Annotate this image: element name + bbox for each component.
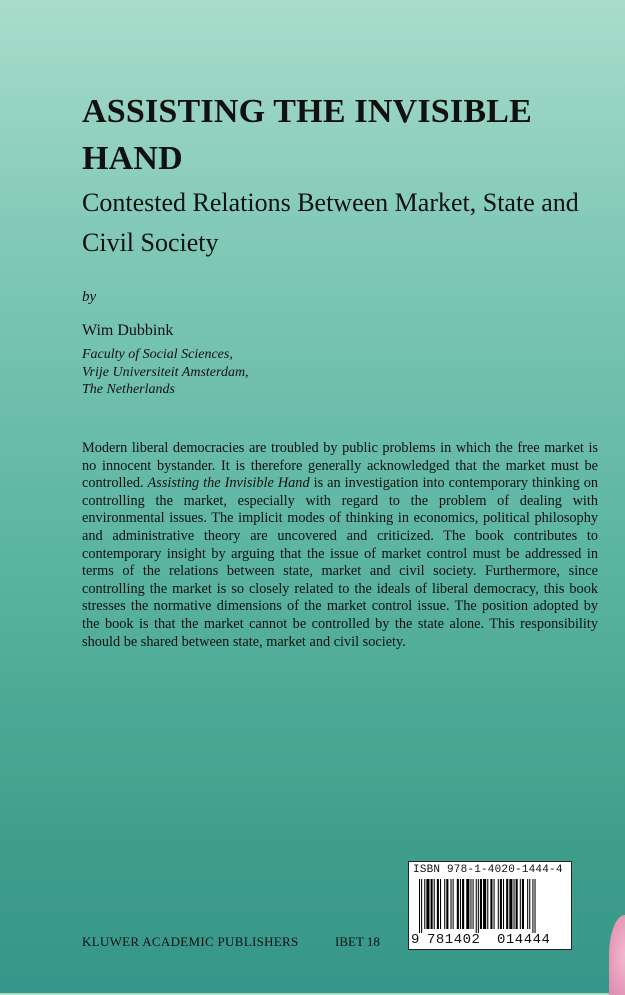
author-affiliation bbox=[82, 346, 249, 399]
barcode-bar bbox=[490, 879, 492, 929]
by-label: by bbox=[82, 289, 97, 305]
isbn-barcode bbox=[408, 861, 572, 950]
barcode-bar bbox=[498, 879, 499, 929]
affiliation-line: Vrije Universiteit Amsterdam, bbox=[82, 364, 249, 380]
barcode-bar bbox=[434, 879, 435, 929]
barcode-bar bbox=[457, 879, 459, 929]
description-text: Modern liberal democracies are troubled by public problems in which the free market is no innocent bystander. It is therefore generally acknowledged that the market must be controlled. bbox=[82, 440, 598, 492]
barcode-bar bbox=[424, 879, 425, 929]
barcode-bar bbox=[476, 879, 477, 933]
publisher-name: KLUWER ACADEMIC PUBLISHERS bbox=[82, 934, 299, 949]
description-book-title: Assisting the Invisible Hand bbox=[147, 475, 310, 492]
affiliation-line: Faculty of Social Sciences, bbox=[82, 347, 233, 362]
barcode-bar bbox=[494, 879, 495, 929]
barcode-bar bbox=[480, 879, 482, 929]
barcode-bar bbox=[440, 879, 441, 929]
book-subtitle: Contested Relations Between Market, State and Civil Society bbox=[82, 188, 579, 257]
barcode-bar bbox=[487, 879, 488, 929]
barcode-bar bbox=[431, 879, 433, 929]
book-title: ASSISTING THE INVISIBLE HAND bbox=[82, 93, 532, 177]
barcode-bar bbox=[426, 879, 429, 929]
barcode-bar bbox=[503, 879, 504, 929]
barcode-bar bbox=[444, 879, 445, 929]
barcode-bar bbox=[478, 879, 479, 933]
barcode-bar bbox=[460, 879, 461, 929]
barcode-bar bbox=[451, 879, 452, 929]
barcode-bars bbox=[413, 879, 567, 933]
barcode-bar bbox=[522, 879, 524, 929]
barcode-bar bbox=[473, 879, 474, 929]
barcode-bar bbox=[419, 879, 420, 933]
description-text: is an investigation into contemporary thinking on controlling the market, especially with regard to the problem of dealing with environmental issues. The implicit modes of thinking in economics, political philosophy and administrative theory are uncovered and criticized. The book contributes to contemporary insight by arguing that the issue of market control must be addressed in terms of the relations between state, market and civil society. Furthermore, since controlling the market is so closely related to the ideals of liberal democracy, this book stresses the normative dimensions of the market control issue. The position adopted by the book is that the market cannot be controlled by the state alone. This responsibility should be shared between state, market and civil society. bbox=[82, 475, 599, 650]
author-name: Wim Dubbink bbox=[82, 322, 174, 339]
isbn-label: ISBN 978-1-4020-1444-4 bbox=[413, 864, 563, 876]
barcode-bar bbox=[453, 879, 454, 929]
barcode-bar bbox=[509, 879, 512, 929]
barcode-bar bbox=[532, 879, 533, 933]
barcode-bar bbox=[483, 879, 486, 929]
barcode-bar bbox=[421, 879, 422, 933]
affiliation-line: The Netherlands bbox=[82, 382, 175, 397]
barcode-bar bbox=[527, 879, 528, 929]
barcode-bar bbox=[437, 879, 439, 929]
barcode-bar bbox=[500, 879, 502, 929]
book-description bbox=[82, 440, 598, 651]
barcode-bar bbox=[529, 879, 530, 929]
series-number: IBET 18 bbox=[335, 934, 380, 949]
cover-corner-accent bbox=[609, 915, 625, 995]
ean-lead-digit: 9 bbox=[411, 932, 420, 948]
barcode-bar bbox=[520, 879, 521, 929]
barcode-bar bbox=[514, 879, 515, 929]
barcode-bar bbox=[466, 879, 469, 929]
barcode-bar bbox=[535, 879, 536, 933]
barcode-bar bbox=[462, 879, 464, 929]
ean-group-1: 781402 bbox=[427, 932, 481, 948]
barcode-bar bbox=[446, 879, 448, 929]
barcode-bar bbox=[470, 879, 471, 929]
barcode-bar bbox=[516, 879, 518, 929]
ean-group-2: 014444 bbox=[497, 932, 551, 948]
barcode-bar bbox=[506, 879, 508, 929]
